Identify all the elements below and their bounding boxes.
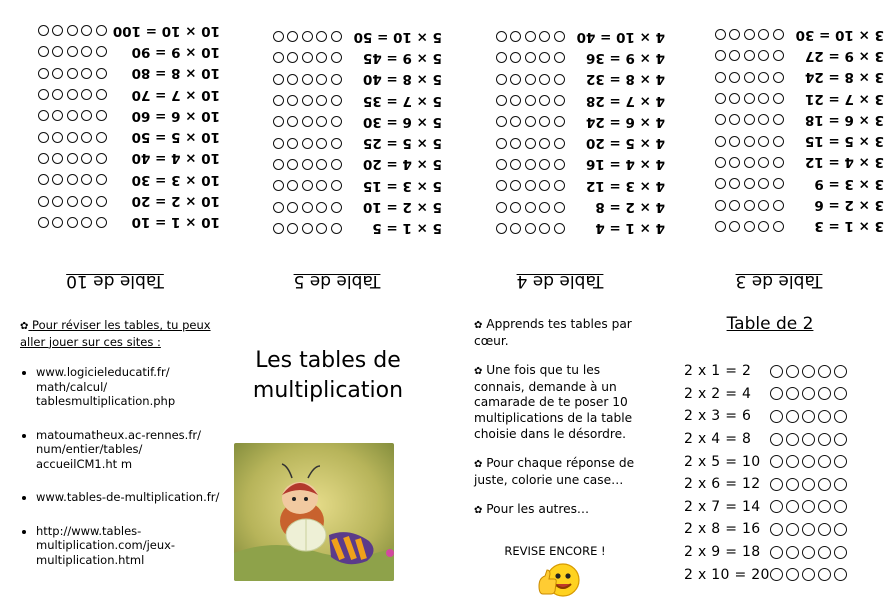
table-row: 3 × 3 = 9 [674,173,884,194]
table-row: 10 × 6 = 60 [10,105,220,126]
flower-icon: ✿ [474,459,483,471]
table-row: 3 × 9 = 27 [674,45,884,66]
table-row: 4 × 9 = 36 [455,47,665,68]
table-row: 5 × 6 = 30 [232,111,442,132]
table-row: 10 × 9 = 90 [10,41,220,62]
table-row: 2 x 2 = 4 [684,383,864,406]
table-row: 4 × 7 = 28 [455,90,665,111]
instruction-item: ✿ Apprends tes tables par cœur. [474,317,632,348]
table-2 [684,360,864,586]
table-10-panel [10,16,220,291]
table-row: 10 × 1 = 10 [10,212,220,233]
table-title: Table de 5 [293,271,381,291]
table-row: 5 × 7 = 35 [232,90,442,111]
table-row: 3 × 5 = 15 [674,131,884,152]
table-title: Table de 10 [66,271,164,291]
table-title: Table de 3 [735,271,823,291]
sites-header: ✿ Pour réviser les tables, tu peux aller jouer sur ces sites : [20,318,211,349]
table-row: 2 x 4 = 8 [684,428,864,451]
table-row: 5 × 5 = 25 [232,133,442,154]
flower-icon: ✿ [474,505,483,517]
table-row: 4 × 2 = 8 [455,196,665,217]
table-row: 4 × 8 = 32 [455,69,665,90]
table-title: Table de 4 [516,271,604,291]
table-row: 5 × 2 = 10 [232,196,442,217]
table-row: 5 × 3 = 15 [232,175,442,196]
table-row: 4 × 6 = 24 [455,111,665,132]
instruction-item: ✿ Une fois que tu les connais, demande à un camarade de te poser 10 multiplications de la table choisie dans le désordre. [474,363,633,441]
site-link[interactable]: • http://www.tables-multiplication.com/jeux-multiplication.html [36,524,220,568]
table-row: 5 × 8 = 40 [232,69,442,90]
table-row: 2 x 8 = 16 [684,518,864,541]
table-row: 10 × 8 = 80 [10,63,220,84]
site-link[interactable]: • matoumatheux.ac-rennes.fr/ num/entier/tables/ accueilCM1.ht m [36,428,220,472]
table-row: 3 × 8 = 24 [674,67,884,88]
table-row: 2 x 3 = 6 [684,405,864,428]
table-row: 3 × 7 = 21 [674,88,884,109]
instruction-item: ✿ Pour chaque réponse de juste, colorie une case… [474,456,635,487]
instruction-item: ✿ Pour les autres… [474,502,644,519]
table-row: 5 × 10 = 50 [232,26,442,47]
caterpillar-illustration [234,443,394,581]
table-5-panel [232,16,442,291]
table-row: 4 × 4 = 16 [455,154,665,175]
table-row: 3 × 10 = 30 [674,24,884,45]
flower-icon: ✿ [474,366,483,378]
table-row: 4 × 5 = 20 [455,133,665,154]
site-link[interactable]: • www.tables-de-multiplication.fr/ [36,490,220,505]
table-row: 2 x 10 = 20 [684,563,864,586]
table-row: 10 × 2 = 20 [10,190,220,211]
revise-text: REVISE ENCORE ! [504,544,606,558]
table-4-panel [455,16,665,291]
table-row: 5 × 9 = 45 [232,47,442,68]
flower-icon: ✿ [20,321,29,332]
table-row: 2 x 9 = 18 [684,541,864,564]
table-row: 10 × 3 = 30 [10,169,220,190]
table-row: 2 x 7 = 14 [684,496,864,519]
table-row: 10 × 4 = 40 [10,148,220,169]
table-row: 3 × 1 = 3 [674,216,884,237]
site-link[interactable]: • www.logicieleducatif.fr/ math/calcul/ tablesmultiplication.php [36,365,220,409]
sites-list [20,365,220,567]
table-row: 2 x 1 = 2 [684,360,864,383]
table-row: 3 × 4 = 12 [674,152,884,173]
table-row: 10 × 10 = 100 [10,20,220,41]
table-row: 4 × 10 = 40 [455,26,665,47]
table-3-panel [674,16,884,291]
table-row: 2 x 5 = 10 [684,450,864,473]
table-row: 10 × 5 = 50 [10,127,220,148]
table-row: 10 × 7 = 70 [10,84,220,105]
cover-title: Les tables de multiplication [252,348,404,403]
table-row: 3 × 6 = 18 [674,109,884,130]
table-row: 4 × 1 = 4 [455,218,665,239]
sites-panel [20,318,220,586]
table-row: 2 x 6 = 12 [684,473,864,496]
flower-icon: ✿ [474,320,483,331]
thumbs-up-smiley-icon [535,560,581,600]
instructions-panel [474,317,644,533]
table-row: 4 × 3 = 12 [455,175,665,196]
table-2-title: Table de 2 [726,314,814,334]
table-row: 5 × 4 = 20 [232,154,442,175]
table-row: 3 × 2 = 6 [674,194,884,215]
table-row: 5 × 1 = 5 [232,218,442,239]
